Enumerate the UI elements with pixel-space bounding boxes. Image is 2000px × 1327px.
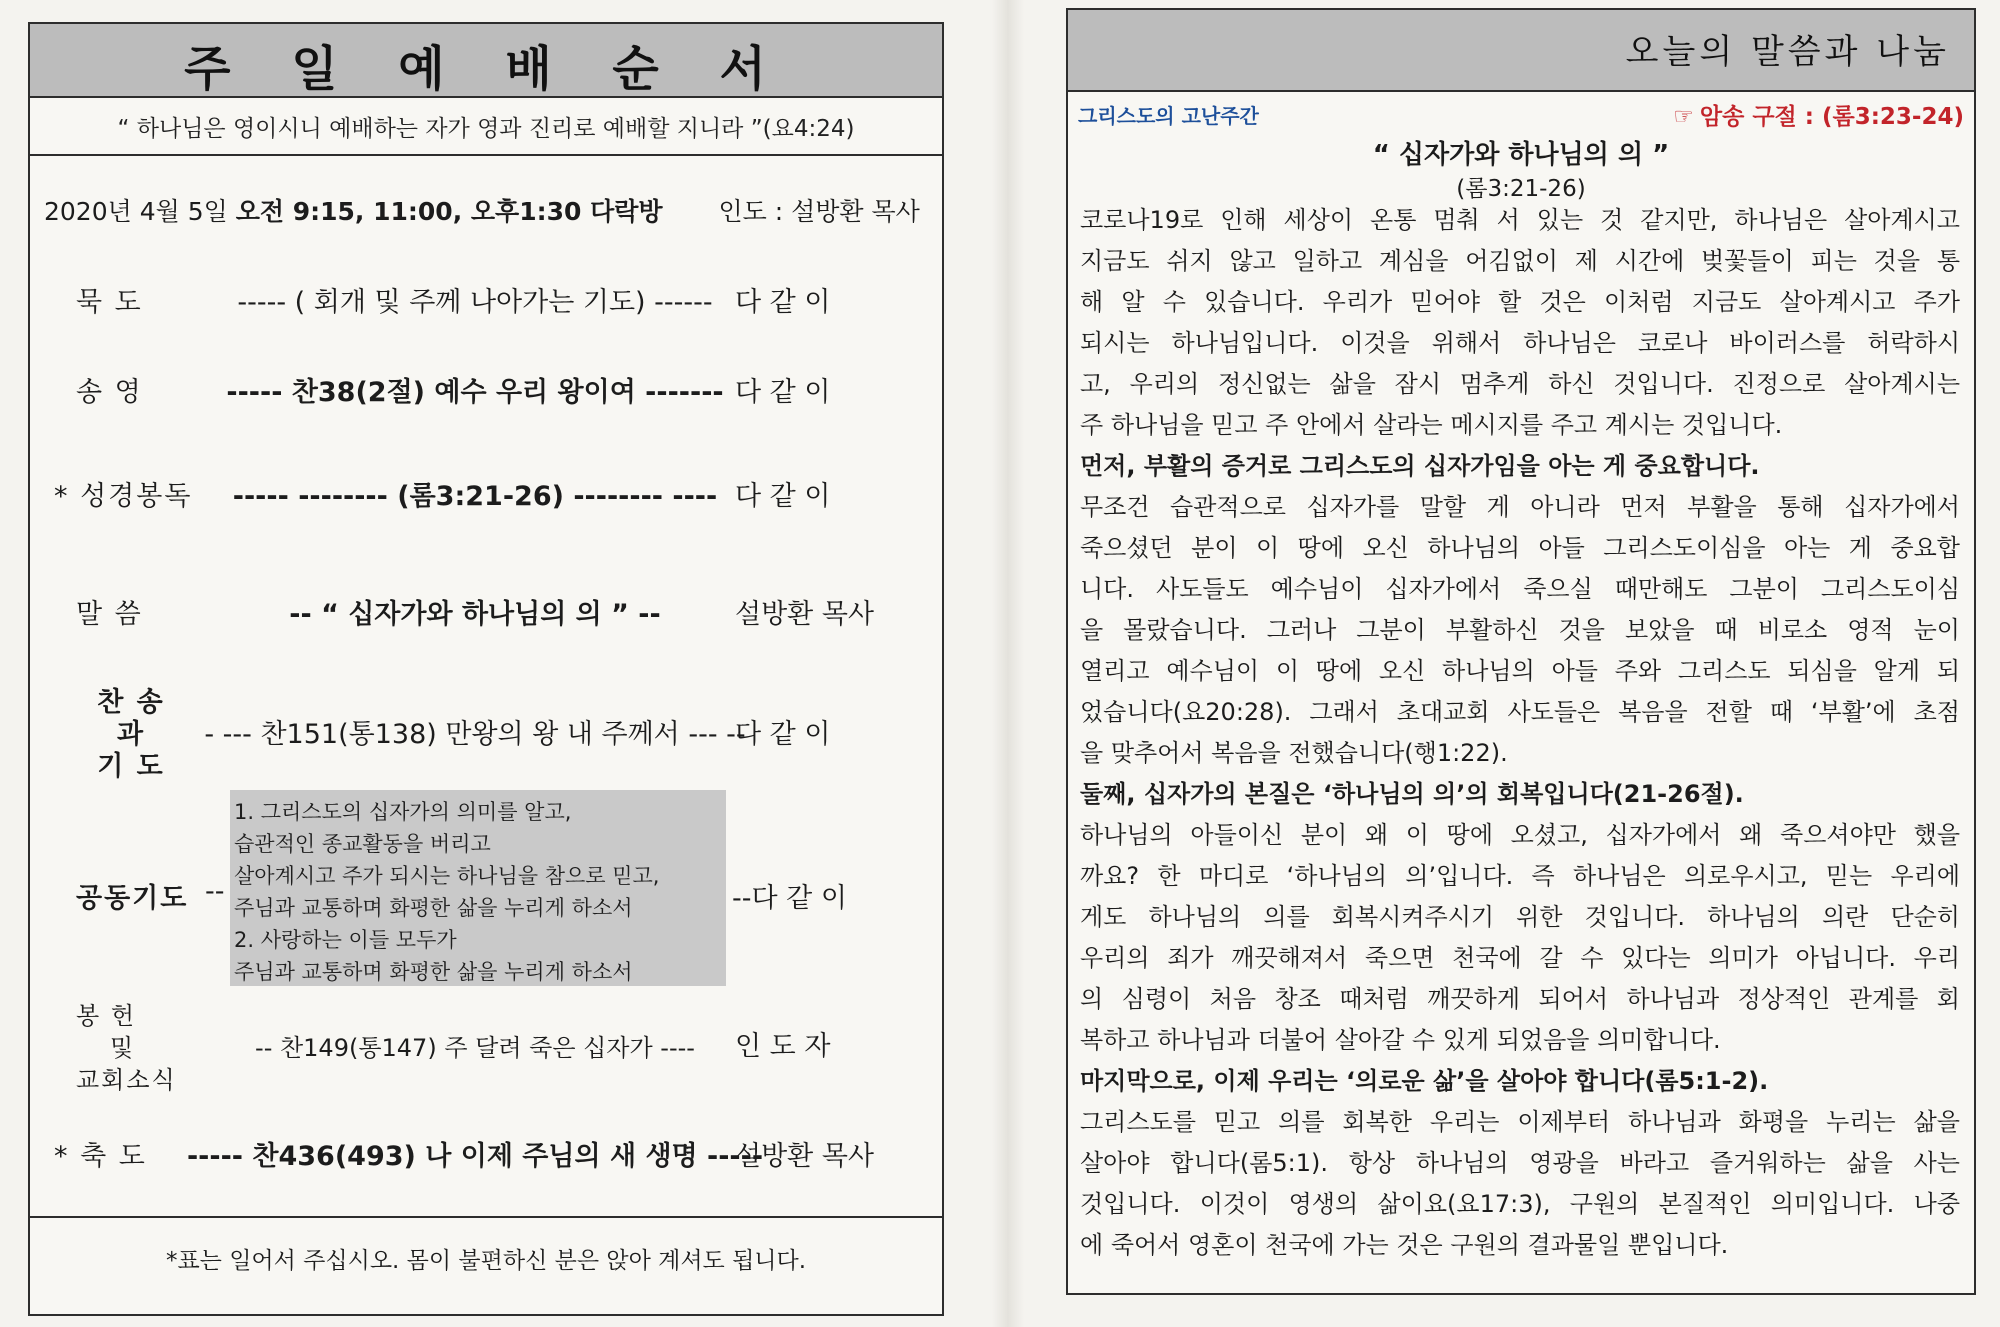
sermon-line: 하나님의 아들이신 분이 왜 이 땅에 오셨고, 십자가에서 왜 죽으셔야만 했을: [1080, 821, 1960, 849]
order-leader: 다 같 이: [735, 287, 831, 318]
sermon-point-heading: 둘째, 십자가의 본질은 ‘하나님의 의’의 회복입니다(21-26절).: [1080, 780, 1744, 808]
service-times: 오전 9:15, 11:00, 오후1:30 다락방: [235, 197, 663, 226]
order-content: --: [205, 876, 225, 907]
order-leader: 다 같 이: [735, 719, 831, 750]
sermon-header: [1068, 10, 1974, 92]
order-label: * 성경봉독: [54, 481, 193, 512]
prayer-line: 습관적인 종교활동을 버리고: [234, 832, 491, 856]
sermon-body: [1080, 200, 1960, 1266]
order-label: 과: [116, 719, 146, 750]
order-leader: 다 같 이: [735, 377, 831, 408]
sermon-line: 무조건 습관적으로 십자가를 말할 게 아니라 먼저 부활을 통해 십자가에서: [1080, 493, 1960, 521]
prayer-line: 1. 그리스도의 십자가의 의미를 알고,: [234, 800, 572, 824]
footer-note: *표는 일어서 주십시오. 몸이 불편하신 분은 앉아 계셔도 됩니다.: [165, 1248, 807, 1274]
sermon-line: 죽으셨던 분이 이 땅에 오신 하나님의 아들 그리스도이심을 아는 게 중요합: [1080, 534, 1960, 562]
order-leader: 설방환 목사: [735, 1141, 874, 1172]
sermon-section-title: 오늘의 말씀과 나눔: [1625, 32, 1950, 72]
order-row: [30, 996, 942, 1106]
order-label: 찬 송: [97, 687, 165, 718]
service-date: 2020년 4월 5일: [44, 197, 228, 226]
sermon-line: 의 심령이 처음 창조 때처럼 깨끗하게 되어서 하나님과 정상적인 관계를 회: [1080, 985, 1960, 1013]
worship-order-title: 주 일 예 배 순 서: [184, 41, 788, 97]
prayer-line: 주님과 교통하며 화평한 삶을 누리게 하소서: [234, 960, 633, 984]
sermon-line: 살아야 합니다(롬5:1). 항상 하나님의 영광을 바라고 즐거워하는 삶을 사는: [1080, 1149, 1960, 1177]
memory-verse: [1673, 98, 1964, 131]
order-content: ----- -------- (롬3:21-26) -------- ----: [232, 481, 718, 512]
order-leader: 다 같 이: [735, 481, 831, 512]
order-leader: --다 같 이: [732, 883, 847, 914]
sermon-line: 게도 하나님의 의를 회복시켜주시기 위한 것입니다. 하나님의 의란 단순히: [1080, 903, 1960, 931]
order-content: ----- 찬436(493) 나 이제 주님의 새 생명 -----: [186, 1141, 764, 1172]
divider: [30, 1216, 942, 1218]
pointing-hand-icon: ☞: [1673, 104, 1694, 130]
order-label: 말 씀: [76, 599, 143, 630]
order-content: -- “ 십자가와 하나님의 의 ” --: [289, 599, 661, 630]
series-label: 그리스도의 고난주간: [1078, 104, 1259, 128]
sermon-line: 열리고 예수님이 이 땅에 오신 하나님의 아들 주와 그리스도 되심을 알게 되: [1080, 657, 1960, 685]
sermon-line: 것입니다. 이것이 영생의 삶이요(요17:3), 구원의 본질적인 의미입니다. 나중: [1080, 1190, 1960, 1218]
order-label: 송 영: [76, 377, 143, 408]
order-label: 교회소식: [76, 1066, 177, 1094]
divider: [30, 154, 942, 156]
prayer-line: 2. 사랑하는 이들 모두가: [234, 928, 457, 952]
order-row: [30, 680, 942, 796]
sermon-line: 었습니다(요20:28). 그래서 초대교회 사도들은 복음을 전할 때 ‘부활’에 초점: [1080, 698, 1960, 726]
order-content: - --- 찬151(통138) 만왕의 왕 내 주께서 --- --: [204, 719, 746, 750]
order-label: 공동기도: [76, 883, 189, 914]
sermon-line: 그리스도를 믿고 의를 회복한 우리는 이제부터 하나님과 화평을 누리는 삶을: [1080, 1108, 1960, 1136]
sermon-reference: (롬3:21-26): [1456, 176, 1586, 202]
sermon-line: 고, 우리의 정신없는 삶을 잠시 멈추게 하신 것입니다. 진정으로 살아계시는: [1080, 370, 1960, 398]
worship-order-header: [30, 24, 942, 98]
sermon-line: 되시는 하나님입니다. 이것을 위해서 하나님은 코로나 바이러스를 허락하시: [1080, 329, 1960, 357]
service-leader: 인도 : 설방환 목사: [718, 197, 920, 226]
sermon-line: 까요? 한 마디로 ‘하나님의 의’입니다. 즉 하나님은 의로우시고, 믿는 우리에: [1080, 862, 1960, 890]
theme-verse: “ 하나님은 영이시니 예배하는 자가 영과 진리로 예배할 지니라 ”(요4:24): [117, 116, 855, 142]
order-label: 및: [110, 1034, 136, 1062]
sermon-panel: [1066, 8, 1976, 1295]
sermon-point-heading: 먼저, 부활의 증거로 그리스도의 십자가임을 아는 게 중요합니다.: [1080, 452, 1760, 480]
sermon-line: 지금도 쉬지 않고 일하고 계심을 어김없이 제 시간에 벚꽃들이 피는 것을 통: [1080, 247, 1960, 275]
sermon-line: 니다. 사도들도 예수님이 십자가에서 죽으실 때만해도 그분이 그리스도이심: [1080, 575, 1960, 603]
order-content: ----- ( 회개 및 주께 나아가는 기도) ------: [237, 287, 713, 318]
sermon-line: 에 죽어서 영혼이 천국에 가는 것은 구원의 결과물일 뿐입니다.: [1080, 1231, 1729, 1259]
order-leader: 인 도 자: [735, 1031, 831, 1062]
order-content: -- 찬149(통147) 주 달려 죽은 십자가 ----: [255, 1034, 695, 1062]
page-fold: [992, 0, 1024, 1327]
sermon-line: 우리의 죄가 깨끗해져서 죽으면 천국에 갈 수 있다는 의미가 아닙니다. 우리: [1080, 944, 1960, 972]
sermon-line: 해 알 수 있습니다. 우리가 믿어야 할 것은 이처럼 지금도 살아계시고 주가: [1080, 288, 1960, 316]
service-info: [44, 192, 944, 228]
prayer-line: 살아계시고 주가 되시는 하나님을 참으로 믿고,: [234, 864, 660, 888]
sermon-point-heading: 마지막으로, 이제 우리는 ‘의로운 삶’을 살아야 합니다(롬5:1-2).: [1080, 1067, 1769, 1095]
order-label: 봉 헌: [76, 1002, 136, 1030]
order-label: 묵 도: [76, 287, 143, 318]
order-content: ----- 찬38(2절) 예수 우리 왕이여 -------: [226, 377, 724, 408]
order-label: 기 도: [97, 751, 165, 782]
sermon-line: 주 하나님을 믿고 주 안에서 살라는 메시지를 주고 계시는 것입니다.: [1080, 411, 1783, 439]
prayer-line: 주님과 교통하며 화평한 삶을 누리게 하소서: [234, 896, 633, 920]
order-label: * 축 도: [54, 1141, 147, 1172]
order-leader: 설방환 목사: [735, 599, 874, 630]
memory-verse-text: 암송 구절 : (롬3:23-24): [1699, 104, 1964, 130]
sermon-line: 코로나19로 인해 세상이 온통 멈춰 서 있는 것 같지만, 하나님은 살아계시고: [1080, 206, 1960, 234]
sermon-title: “ 십자가와 하나님의 의 ”: [1372, 140, 1670, 170]
sermon-line: 을 맞추어서 복음을 전했습니다(행1:22).: [1080, 739, 1508, 767]
prayer-box: [230, 790, 726, 986]
sermon-line: 복하고 하나님과 더불어 살아갈 수 있게 되었음을 의미합니다.: [1080, 1026, 1721, 1054]
sermon-line: 을 몰랐습니다. 그러나 그분이 부활하신 것을 보았을 때 비로소 영적 눈이: [1080, 616, 1960, 644]
worship-order-panel: [28, 22, 944, 1316]
